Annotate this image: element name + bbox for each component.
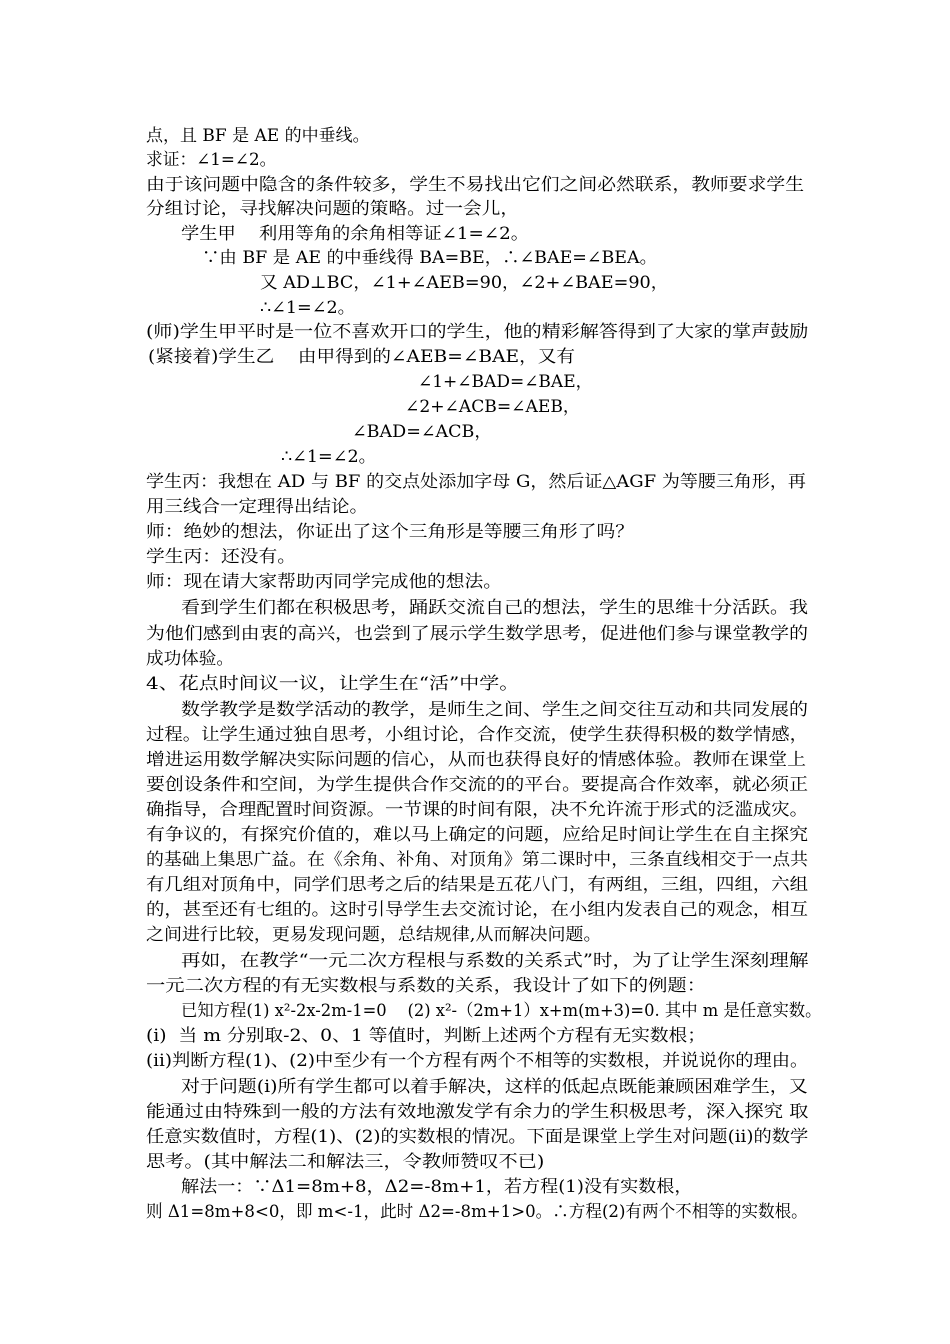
text-line: 已知方程(1) x²-2x-2m-1=0 (2) x²-（2m+1）x+m(m+3)=0. 其中 m 是任意实数。 [181,1001,822,1021]
text-line: ∴∠1=∠2。 [281,447,377,467]
text-line: 又 AD⊥BC，∠1+∠AEB=90，∠2+∠BAE=90， [260,273,669,293]
text-line: 用三线合一定理得出结论。 [146,497,368,517]
text-line: 学生甲 利用等角的余角相等证∠1=∠2。 [181,224,529,244]
text-line: 看到学生们都在积极思考，踊跃交流自己的想法，学生的思维十分活跃。我 [181,598,808,618]
text-line: 学生丙：我想在 AD 与 BF 的交点处添加字母 G，然后证△AGF 为等腰三角形，再 [146,472,806,492]
text-line: 要创设条件和空间，为学生提供合作交流的的平台。要提高合作效率，就必须正 [146,775,809,795]
text-line: 成功体验。 [146,649,234,669]
text-line: 的，甚至还有七组的。这时引导学生去交流讨论，在小组内发表自己的观念，相互 [146,900,808,920]
text-line: 数学教学是数学活动的教学，是师生之间、学生之间交往互动和共同发展的 [181,700,808,720]
text-line: (ii)判断方程(1)、(2)中至少有一个方程有两个不相等的实数根，并说说你的理由。 [146,1051,809,1071]
text-line: 一元二次方程的有无实数根与系数的关系，我设计了如下的例题： [146,976,706,996]
text-line: 求证：∠1=∠2。 [146,150,277,170]
text-line: (紧接着)学生乙 由甲得到的∠AEB=∠BAE，又有 [148,347,575,367]
text-line: 学生丙：还没有。 [146,547,296,567]
text-line: 再如，在教学“一元二次方程根与系数的关系式”时，为了让学生深刻理解 [181,951,809,971]
text-line: 任意实数值时，方程(1)、(2)的实数根的情况。下面是课堂上学生对问题(ii)的数学 [146,1127,809,1147]
text-line: 由于该问题中隐含的条件较多，学生不易找出它们之间必然联系，教师要求学生 [146,175,805,195]
text-line: 之间进行比较，更易发现问题，总结规律,从而解决问题。 [146,925,602,945]
text-line: 解法一：∵Δ1=8m+8，Δ2=-8m+1，若方程(1)没有实数根， [181,1177,693,1197]
text-line: 过程。让学生通过独自思考，小组讨论，合作交流，使学生获得积极的数学情感， [146,725,808,745]
text-line: 师：绝妙的想法，你证出了这个三角形是等腰三角形了吗？ [146,522,634,542]
text-line: ∵由 BF 是 AE 的中垂线得 BA=BE，∴∠BAE=∠BEA。 [202,248,657,268]
text-line: 思考。(其中解法二和解法三，令教师赞叹不已) [146,1152,545,1172]
text-line: 的基础上集思广益。在《余角、补角、对顶角》第二课时中，三条直线相交于一点共 [146,850,808,870]
text-line: 分组讨论，寻找解决问题的策略。过一会儿， [146,199,519,219]
text-line: ∠BAD=∠ACB， [352,422,492,442]
text-line: 有争议的，有探究价值的，难以马上确定的问题，应给足时间让学生在自主探究 [146,825,809,845]
text-line: 点，且 BF 是 AE 的中垂线。 [146,126,370,146]
text-line: 4、花点时间议一议，让学生在“活”中学。 [146,674,520,694]
text-line: ∠1+∠BAD=∠BAE， [418,372,593,392]
text-line: 能通过由特殊到一般的方法有效地激发学有余力的学生积极思考，深入探究 取 [146,1102,809,1122]
text-line: 有几组对顶角中，同学们思考之后的结果是五花八门，有两组，三组，四组，六组 [146,875,808,895]
text-line: 则 Δ1=8m+8<0，即 m<-1，此时 Δ2=-8m+1>0。∴方程(2)有两个不相等的实数根。 [146,1202,808,1222]
text-line: ∴∠1=∠2。 [260,298,356,318]
text-line: ∠2+∠ACB=∠AEB， [405,397,580,417]
text-line: (i) 当 m 分别取-2、0、1 等值时，判断上述两个方程有无实数根； [146,1026,707,1046]
text-line: (师)学生甲平时是一位不喜欢开口的学生，他的精彩解答得到了大家的掌声鼓励 [146,322,809,342]
text-line: 为他们感到由衷的高兴，也尝到了展示学生数学思考，促进他们参与课堂教学的 [146,624,809,644]
text-line: 师：现在请大家帮助丙同学完成他的想法。 [146,572,502,592]
text-line: 对于问题(i)所有学生都可以着手解决，这样的低起点既能兼顾困难学生，又 [181,1077,808,1097]
text-line: 增进运用数学解决实际问题的信心，从而也获得良好的情感体验。教师在课堂上 [146,750,807,770]
text-line: 确指导，合理配置时间资源。一节课的时间有限，决不允许流于形式的泛滥成灾。 [146,800,808,820]
